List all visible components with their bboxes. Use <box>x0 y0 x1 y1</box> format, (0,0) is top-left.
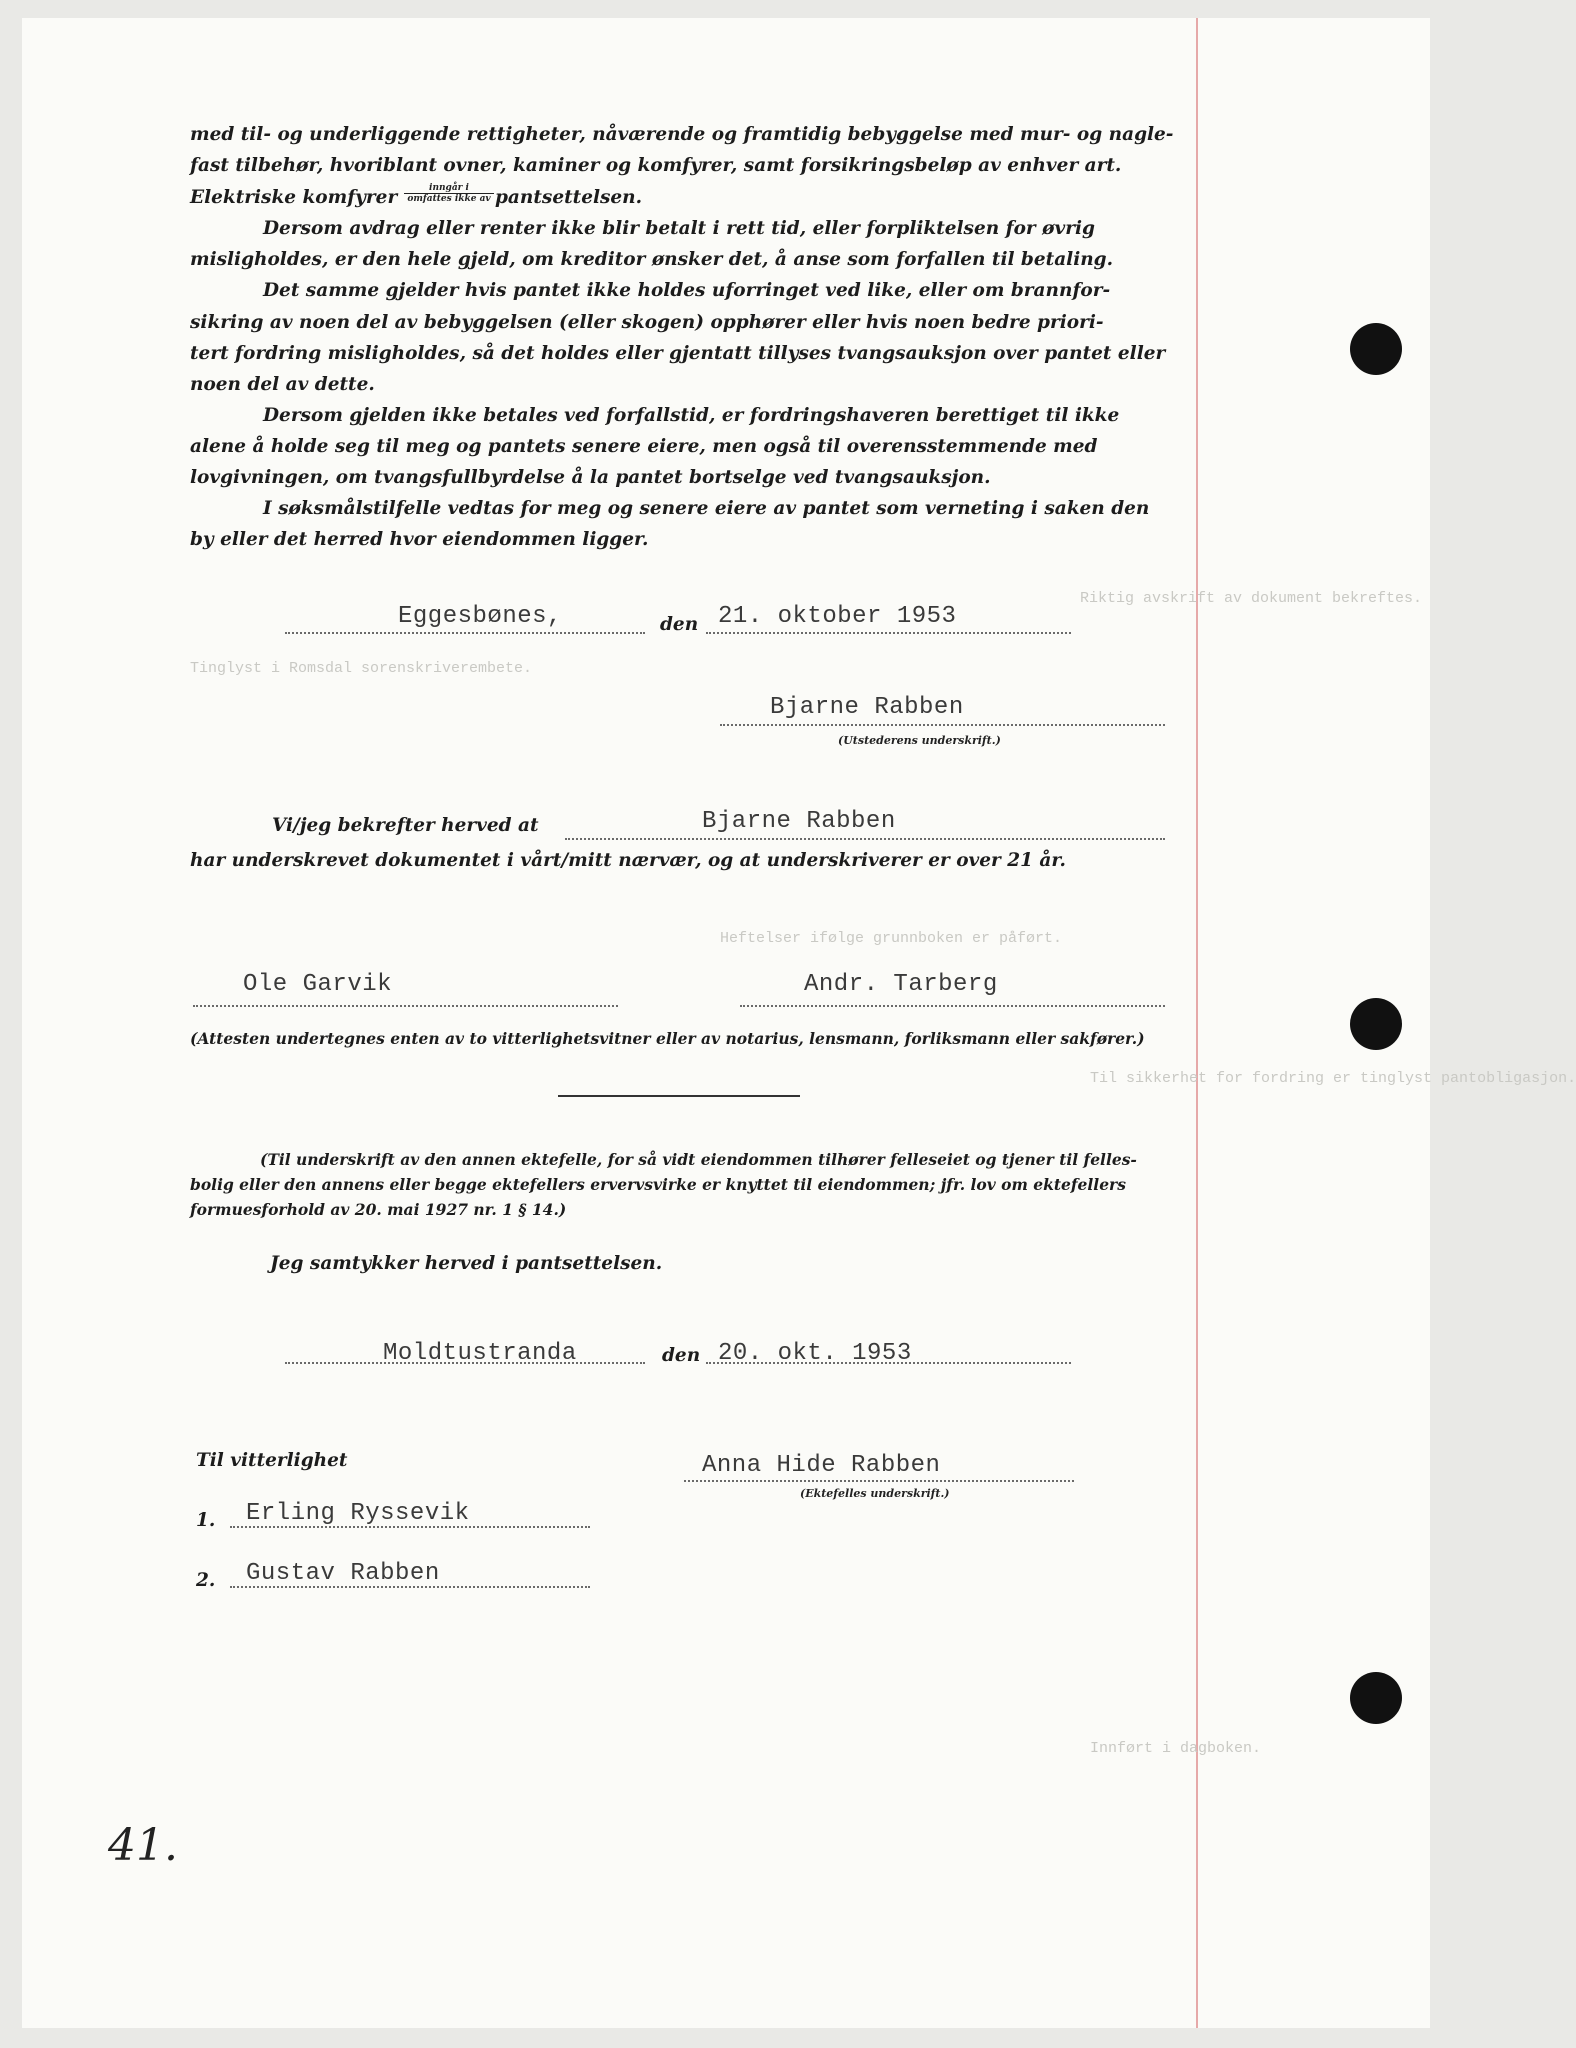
dotted-line <box>285 632 645 634</box>
komfyrer-insert <box>404 183 494 204</box>
spouse-date: 20. okt. 1953 <box>718 1340 912 1367</box>
witness-label: Til vitterlighet <box>196 1450 348 1471</box>
attestation-note: (Attesten undertegnes enten av to vitterlighetsvitner eller av notarius, lensmann, forliksmann eller sakfører.) <box>190 1029 1145 1048</box>
punch-hole <box>1350 1672 1402 1724</box>
divider <box>558 1095 800 1097</box>
witness-number: 1. <box>196 1510 216 1531</box>
body-line: med til- og underliggende rettigheter, nåværende og framtidig bebyggelse med mur- og nagle- <box>190 124 1174 145</box>
witness-signature: Gustav Rabben <box>246 1560 440 1587</box>
bleed-through-text: Riktig avskrift av dokument bekreftes. <box>1080 590 1423 607</box>
body-line: pantsettelsen. <box>495 187 643 208</box>
body-line: tert fordring misligholdes, så det holdes eller gjentatt tillyses tvangsauksjon over pantet eller <box>190 343 1166 364</box>
body-line: Dersom avdrag eller renter ikke blir betalt i rett tid, eller forpliktelsen for øvrig <box>263 218 1095 239</box>
issuer-signature: Bjarne Rabben <box>770 694 964 721</box>
body-line: Dersom gjelden ikke betales ved forfallstid, er fordringshaveren berettiget til ikke <box>263 405 1120 426</box>
body-line: lovgivningen, om tvangsfullbyrdelse å la pantet bortselge ved tvangsauksjon. <box>190 467 991 488</box>
dotted-line <box>740 1005 1165 1007</box>
body-line: fast tilbehør, hvoriblant ovner, kaminer og komfyrer, samt forsikringsbeløp av enhver art. <box>190 155 1122 176</box>
handwritten-mark: 41. <box>108 1820 178 1871</box>
issue-place: Eggesbønes, <box>398 603 562 630</box>
dotted-line <box>565 838 1165 840</box>
spouse-caption: (Ektefelles underskrift.) <box>800 1487 950 1500</box>
attestation-line: har underskrevet dokumentet i vårt/mitt nærvær, og at underskriverer er over 21 år. <box>190 850 1066 871</box>
issuer-caption: (Utstederens underskrift.) <box>838 734 1001 747</box>
body-line: noen del av dette. <box>190 374 375 395</box>
bleed-through-text: Til sikkerhet for fordring er tinglyst pantobligasjon. <box>1090 1070 1576 1087</box>
dotted-line <box>230 1586 590 1588</box>
body-line: alene å holde seg til meg og pantets senere eiere, men også til overensstemmende med <box>190 436 1098 457</box>
punch-hole <box>1350 323 1402 375</box>
body-line: Det samme gjelder hvis pantet ikke holdes uforringet ved like, eller om brannfor- <box>263 280 1111 301</box>
body-line: I søksmålstilfelle vedtas for meg og senere eiere av pantet som verneting i saken den <box>263 498 1150 519</box>
den-label: den <box>662 1345 701 1366</box>
body-line: sikring av noen del av bebyggelsen (eller skogen) opphører eller hvis noen bedre priori- <box>190 312 1104 333</box>
spouse-note-line: formuesforhold av 20. mai 1927 nr. 1 § 14.) <box>190 1200 567 1219</box>
insert-bottom: omfattes ikke av <box>404 193 494 204</box>
dotted-line <box>684 1480 1074 1482</box>
attested-name: Bjarne Rabben <box>702 808 896 835</box>
dotted-line <box>706 1362 1071 1364</box>
body-line: by eller det herred hvor eiendommen ligger. <box>190 529 649 550</box>
bleed-through-text: Heftelser ifølge grunnboken er påført. <box>720 930 1063 947</box>
consent-text: Jeg samtykker herved i pantsettelsen. <box>270 1253 663 1274</box>
witness-signature: Erling Ryssevik <box>246 1500 470 1527</box>
den-label: den <box>660 614 699 635</box>
spouse-signature: Anna Hide Rabben <box>702 1452 941 1479</box>
body-line: misligholdes, er den hele gjeld, om kreditor ønsker det, å anse som forfallen til betaling. <box>190 249 1114 270</box>
dotted-line <box>193 1005 618 1007</box>
attestation-intro: Vi/jeg bekrefter herved at <box>272 815 539 836</box>
dotted-line <box>230 1526 590 1528</box>
dotted-line <box>720 724 1165 726</box>
margin-line <box>1196 18 1198 2028</box>
spouse-place: Moldtustranda <box>383 1340 577 1367</box>
spouse-note-line: (Til underskrift av den annen ektefelle, for så vidt eiendommen tilhører felleseiet og tjener til felles- <box>260 1150 1137 1169</box>
bleed-through-text: Innført i dagboken. <box>1090 1740 1262 1757</box>
witness-signature: Andr. Tarberg <box>804 971 998 998</box>
body-line: Elektriske komfyrer <box>190 187 398 208</box>
bleed-through-text: Tinglyst i Romsdal sorenskriverembete. <box>190 660 533 677</box>
issue-date: 21. oktober 1953 <box>718 603 957 630</box>
witness-signature: Ole Garvik <box>243 971 393 998</box>
spouse-note-line: bolig eller den annens eller begge ektefellers ervervsvirke er knyttet til eiendommen; jfr. lov om ektefellers <box>190 1175 1126 1194</box>
insert-top: inngår i <box>429 183 469 193</box>
punch-hole <box>1350 998 1402 1050</box>
dotted-line <box>706 632 1071 634</box>
witness-number: 2. <box>196 1570 216 1591</box>
dotted-line <box>285 1362 645 1364</box>
